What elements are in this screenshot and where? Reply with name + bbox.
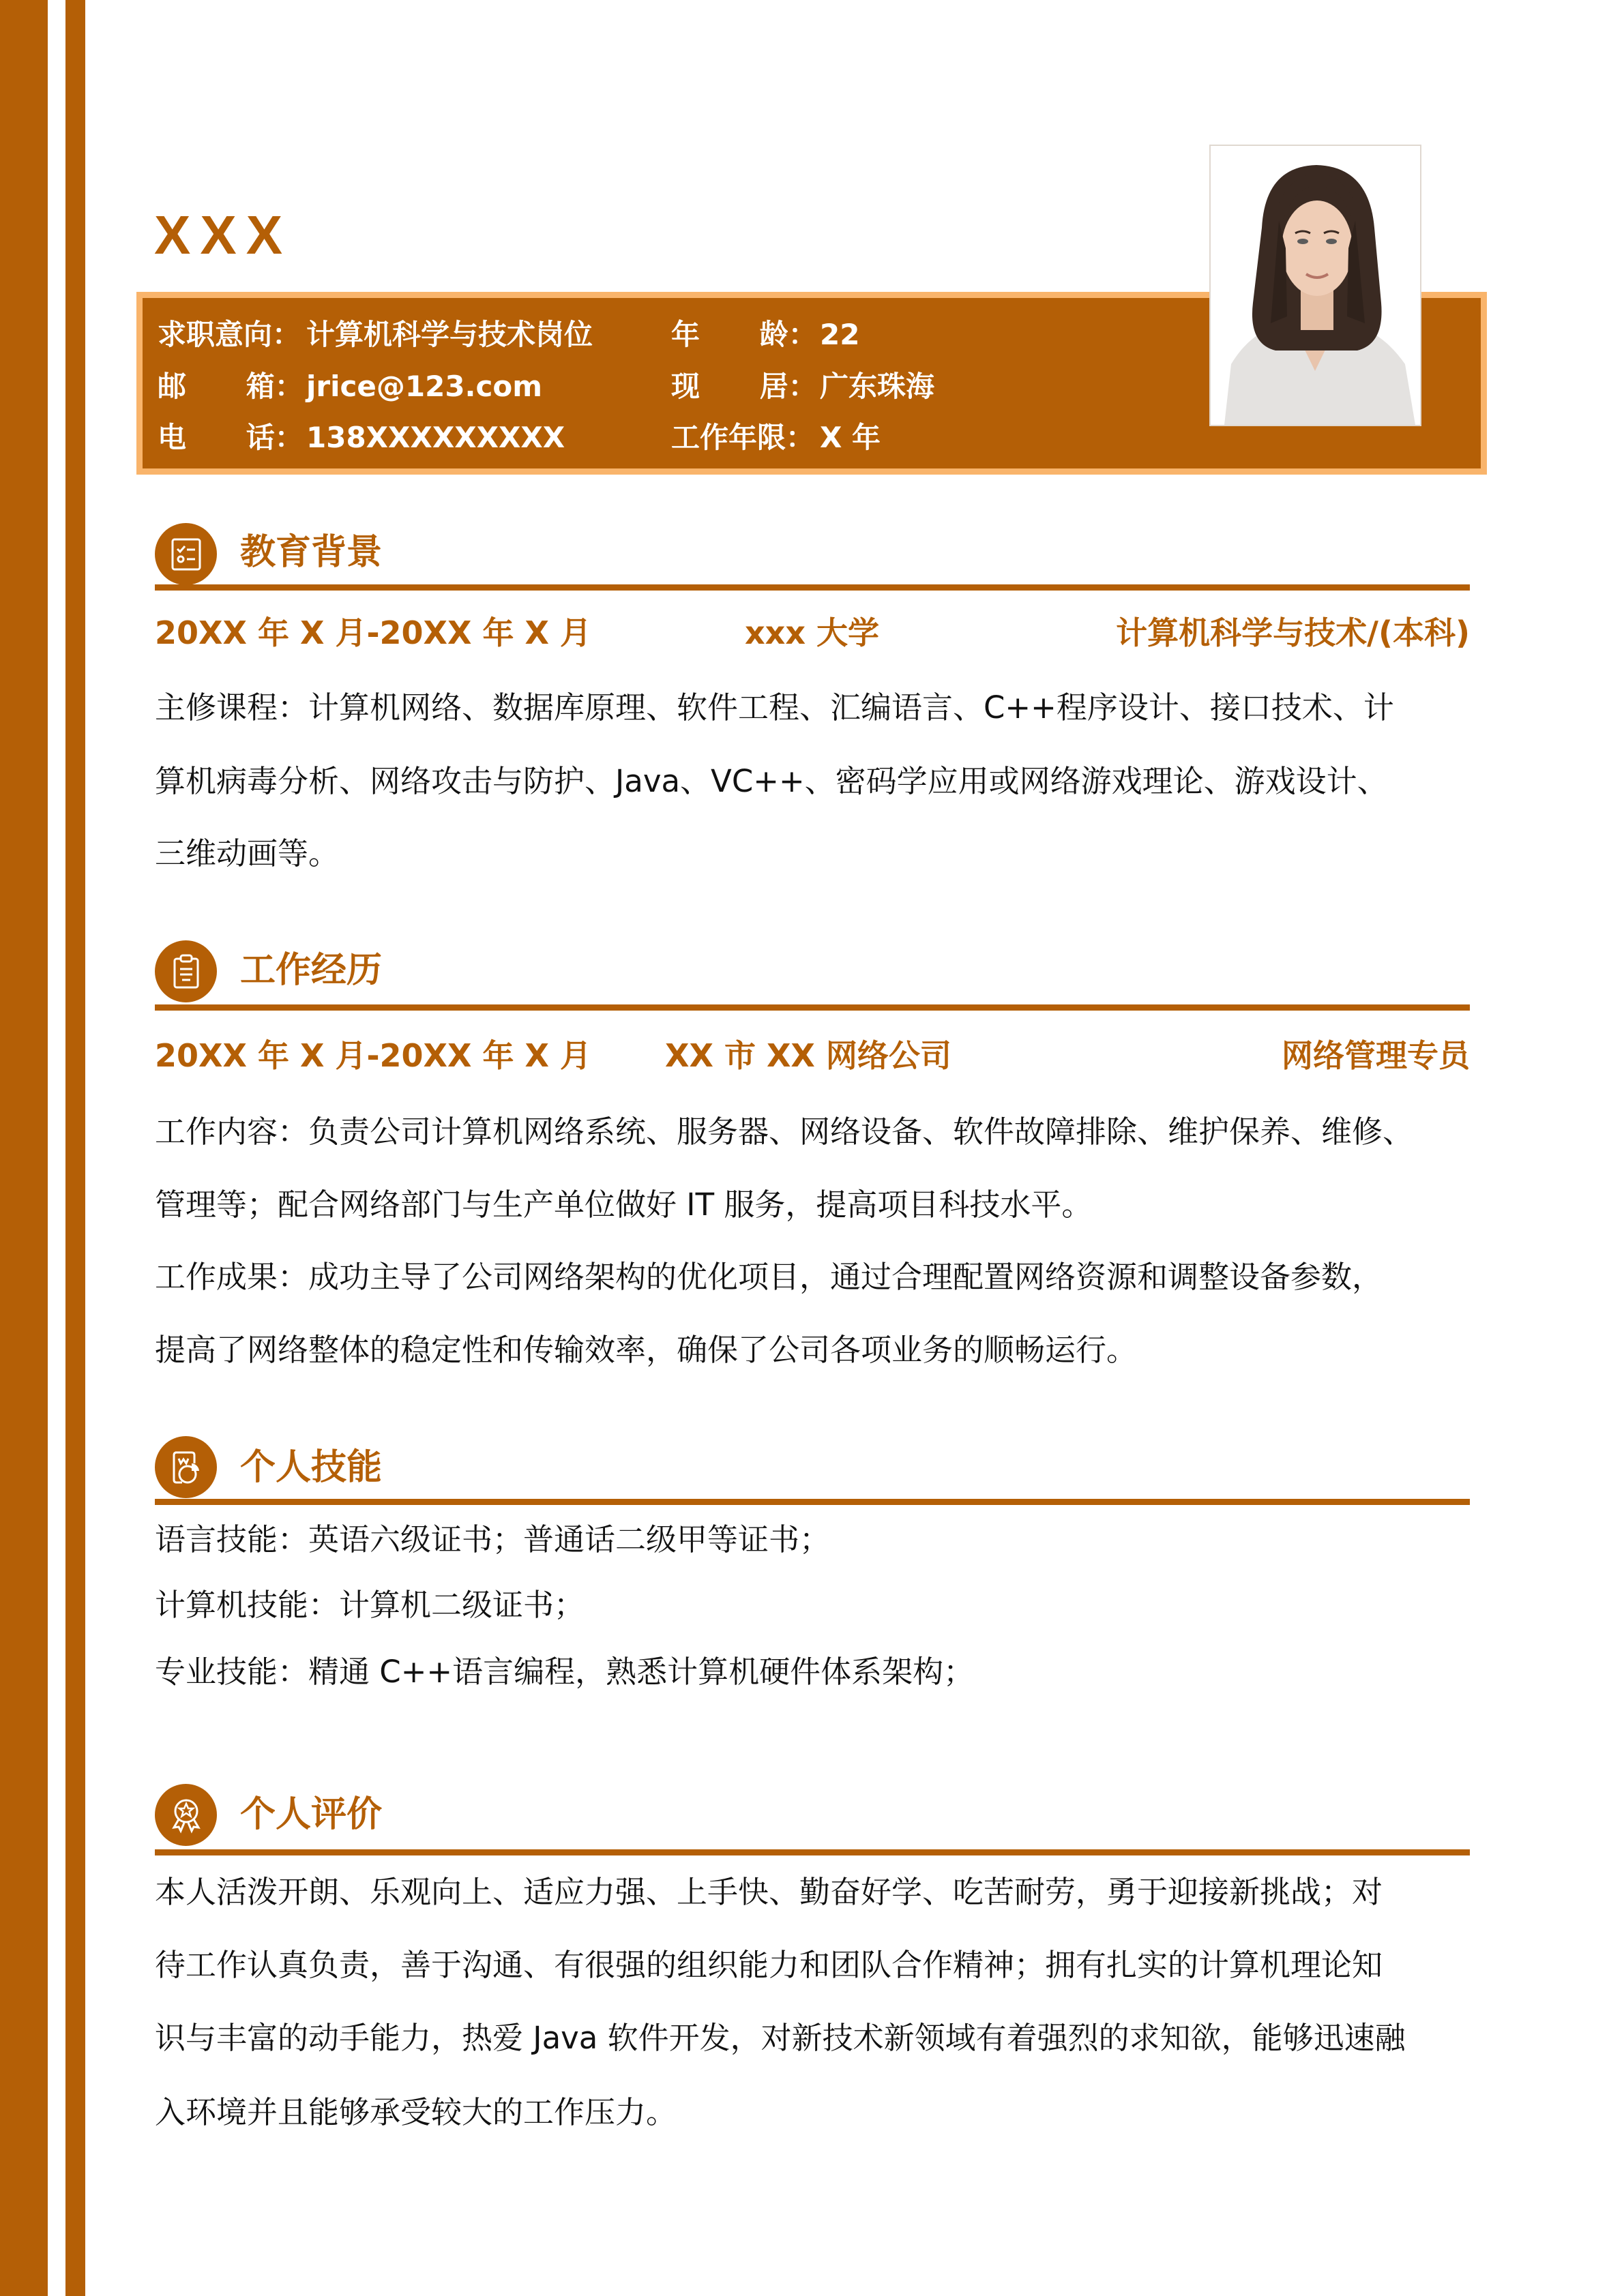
education-major: 计算机科学与技术/(本科)	[1116, 614, 1470, 651]
section-title-skills: 个人技能	[240, 1447, 383, 1488]
section-divider-skills	[155, 1499, 1470, 1505]
info-value-email: jrice@123.com	[306, 370, 543, 403]
work-line: 提高了网络整体的稳定性和传输效率，确保了公司各项业务的顺畅运行。	[155, 1332, 1138, 1368]
award-badge-icon	[155, 1784, 217, 1846]
section-divider-evaluation	[155, 1849, 1470, 1855]
info-label-email: 邮 箱：	[158, 370, 304, 403]
work-line: 管理等；配合网络部门与生产单位做好 IT 服务，提高项目科技水平。	[155, 1187, 1093, 1223]
evaluation-line: 待工作认真负责，善于沟通、有很强的组织能力和团队合作精神；拥有扎实的计算机理论知	[155, 1947, 1383, 1983]
work-line: 工作内容：负责公司计算机网络系统、服务器、网络设备、软件故障排除、维护保养、维修、	[155, 1114, 1414, 1150]
info-label-experience: 工作年限：	[671, 421, 815, 454]
education-school: xxx 大学	[745, 614, 880, 651]
info-value-age: 22	[820, 318, 860, 351]
profile-photo	[1209, 145, 1421, 426]
evaluation-line: 识与丰富的动手能力，热爱 Java 软件开发，对新技术新领域有着强烈的求知欲，能够迅速融	[155, 2020, 1406, 2056]
section-divider-education	[155, 584, 1470, 591]
evaluation-line: 本人活泼开朗、乐观向上、适应力强、上手快、勤奋好学、吃苦耐劳，勇于迎接新挑战；对	[155, 1874, 1383, 1910]
education-period: 20XX 年 X 月-20XX 年 X 月	[155, 614, 592, 651]
education-summary-row	[155, 612, 1470, 653]
left-decorative-bar-wide	[0, 0, 48, 2296]
work-company: XX 市 XX 网络公司	[665, 1037, 951, 1074]
info-value-experience: X 年	[820, 421, 881, 454]
info-value-phone: 138XXXXXXXXX	[306, 421, 565, 454]
skills-line: 语言技能：英语六级证书；普通话二级甲等证书；	[155, 1521, 831, 1557]
skills-line: 专业技能：精通 C++语言编程，熟悉计算机硬件体系架构；	[155, 1654, 975, 1690]
evaluation-line: 入环境并且能够承受较大的工作压力。	[155, 2094, 677, 2130]
info-value-intent: 计算机科学与技术岗位	[306, 318, 593, 351]
education-line: 算机病毒分析、网络攻击与防护、Java、VC++、密码学应用或网络游戏理论、游戏设计、	[155, 763, 1388, 799]
work-line: 工作成果：成功主导了公司网络架构的优化项目，通过合理配置网络资源和调整设备参数，	[155, 1259, 1383, 1295]
info-value-residence: 广东珠海	[820, 370, 935, 403]
clipboard-icon	[155, 940, 217, 1002]
portrait-image	[1211, 146, 1420, 425]
education-line: 主修课程：计算机网络、数据库原理、软件工程、汇编语言、C++程序设计、接口技术、计	[155, 689, 1394, 726]
section-title-evaluation: 个人评价	[240, 1794, 383, 1835]
info-label-age: 年 龄：	[671, 318, 817, 351]
section-title-work: 工作经历	[240, 950, 383, 991]
checklist-icon	[155, 523, 217, 585]
candidate-name: XXX	[154, 205, 293, 265]
section-title-education: 教育背景	[240, 532, 383, 573]
left-decorative-bar-narrow	[65, 0, 85, 2296]
skills-line: 计算机技能：计算机二级证书；	[155, 1587, 585, 1623]
info-label-residence: 现 居：	[671, 370, 817, 403]
education-line: 三维动画等。	[155, 835, 340, 871]
info-label-intent: 求职意向：	[158, 318, 301, 351]
document-chart-icon	[155, 1436, 217, 1498]
work-summary-row	[155, 1035, 1470, 1076]
section-divider-work	[155, 1004, 1470, 1011]
work-period: 20XX 年 X 月-20XX 年 X 月	[155, 1037, 592, 1074]
work-position: 网络管理专员	[1282, 1037, 1470, 1074]
info-label-phone: 电 话：	[158, 421, 304, 454]
